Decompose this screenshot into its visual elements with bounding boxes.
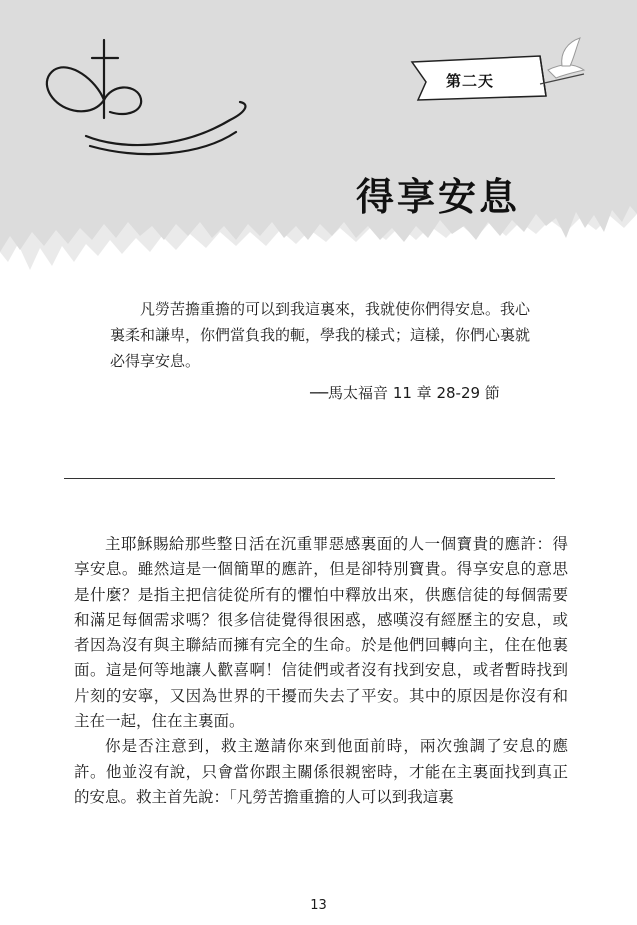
section-divider [64, 478, 555, 479]
day-label: 第二天 [446, 72, 495, 90]
verse-text: 凡勞苦擔重擔的可以到我這裏來，我就使你們得安息。我心裏柔和謙卑，你們當負我的軛，學我的樣式；這樣，你們心裏就必得享安息。 [110, 300, 531, 370]
scripture-verse [110, 296, 530, 374]
page-number: 13 [310, 898, 327, 913]
header-banner [0, 0, 637, 290]
page-title: 得享安息 [356, 174, 521, 219]
paragraph-2: 你是否注意到，救主邀請你來到他面前時，兩次強調了安息的應許。他並沒有說，只會當你跟主關係很親密時，才能在主裏面找到真正的安息。救主首先說：「凡勞苦擔重擔的人可以到我這裏 [74, 737, 568, 806]
brush-texture [0, 200, 637, 270]
body-text [74, 532, 568, 810]
verse-reference: ──馬太福音 11 章 28-29 節 [310, 384, 500, 402]
header-artwork [0, 0, 637, 290]
paragraph-1: 主耶穌賜給那些整日活在沉重罪惡感裏面的人一個寶貴的應許：得享安息。雖然這是一個簡單的應許，但是卻特別寶貴。得享安息的意思是什麼？是指主把信徒從所有的懼怕中釋放出來，供應信徒的每個需要和滿足每個需求嗎？很多信徒覺得很困惑，感嘆沒有經歷主的安息，或者因為沒有與主聯結而擁有完全的生命。於是他們回轉向主，住在他裏面。這是何等地讓人歡喜啊！信徒們或者沒有找到安息，或者暫時找到片刻的安寧，又因為世界的干擾而失去了平安。其中的原因是你沒有和主在一起，住在主裏面。 [74, 535, 568, 731]
